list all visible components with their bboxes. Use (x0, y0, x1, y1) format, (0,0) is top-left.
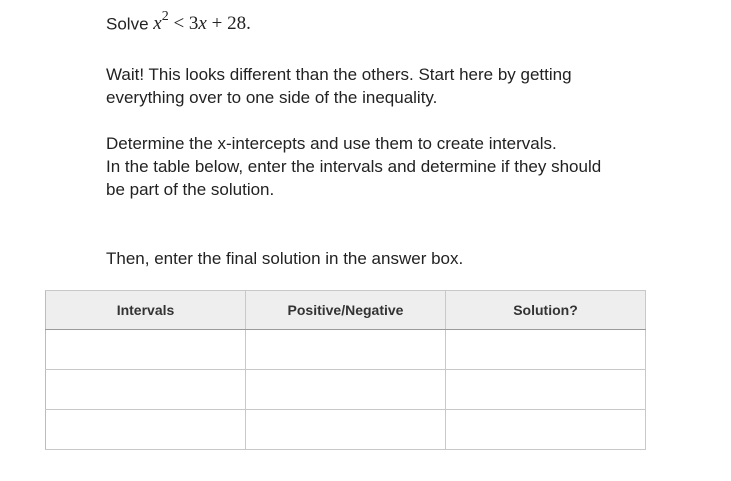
table-cell[interactable] (446, 370, 646, 410)
header-solution: Solution? (446, 291, 646, 330)
inequality-rest: < 3 (168, 13, 199, 35)
solution-input[interactable] (446, 410, 645, 449)
table-cell[interactable] (46, 330, 246, 370)
table-row (46, 330, 646, 370)
sign-input[interactable] (246, 410, 445, 449)
instruction-wait: Wait! This looks different than the others. Start here by getting everything over to one side of the inequality. (106, 65, 572, 107)
instruction-final: Then, enter the final solution in the answer box. (106, 249, 464, 268)
solve-label: Solve (106, 14, 149, 34)
table-cell[interactable] (46, 410, 246, 450)
variable-x-2: x (198, 13, 207, 35)
table-cell[interactable] (246, 410, 446, 450)
instruction-determine (106, 132, 606, 201)
table-header-row (46, 291, 646, 330)
interval-input[interactable] (46, 370, 245, 409)
intervals-table (45, 290, 646, 450)
sign-input[interactable] (246, 370, 445, 409)
problem-statement (106, 11, 251, 41)
table-cell[interactable] (46, 370, 246, 410)
table-cell[interactable] (246, 370, 446, 410)
solution-input[interactable] (446, 330, 645, 369)
inequality-tail: + 28 (206, 13, 247, 35)
table-cell[interactable] (246, 330, 446, 370)
solution-input[interactable] (446, 370, 645, 409)
table-row (46, 410, 646, 450)
sign-input[interactable] (246, 330, 445, 369)
exponent: 2 (161, 9, 169, 24)
table-cell[interactable] (446, 410, 646, 450)
header-positive-negative: Positive/Negative (246, 291, 446, 330)
intervals-table-container (45, 290, 646, 450)
inequality-expression (153, 9, 251, 35)
instruction-determine-line2: In the table below, enter the intervals and determine if they should be part of the solution. (106, 157, 602, 199)
inequality-period: . (246, 13, 251, 35)
table-cell[interactable] (446, 330, 646, 370)
header-intervals: Intervals (46, 291, 246, 330)
table-row (46, 370, 646, 410)
interval-input[interactable] (46, 330, 245, 369)
instruction-determine-line1: Determine the x-intercepts and use them to create intervals. (106, 134, 557, 153)
variable-x: x (153, 13, 162, 35)
interval-input[interactable] (46, 410, 245, 449)
